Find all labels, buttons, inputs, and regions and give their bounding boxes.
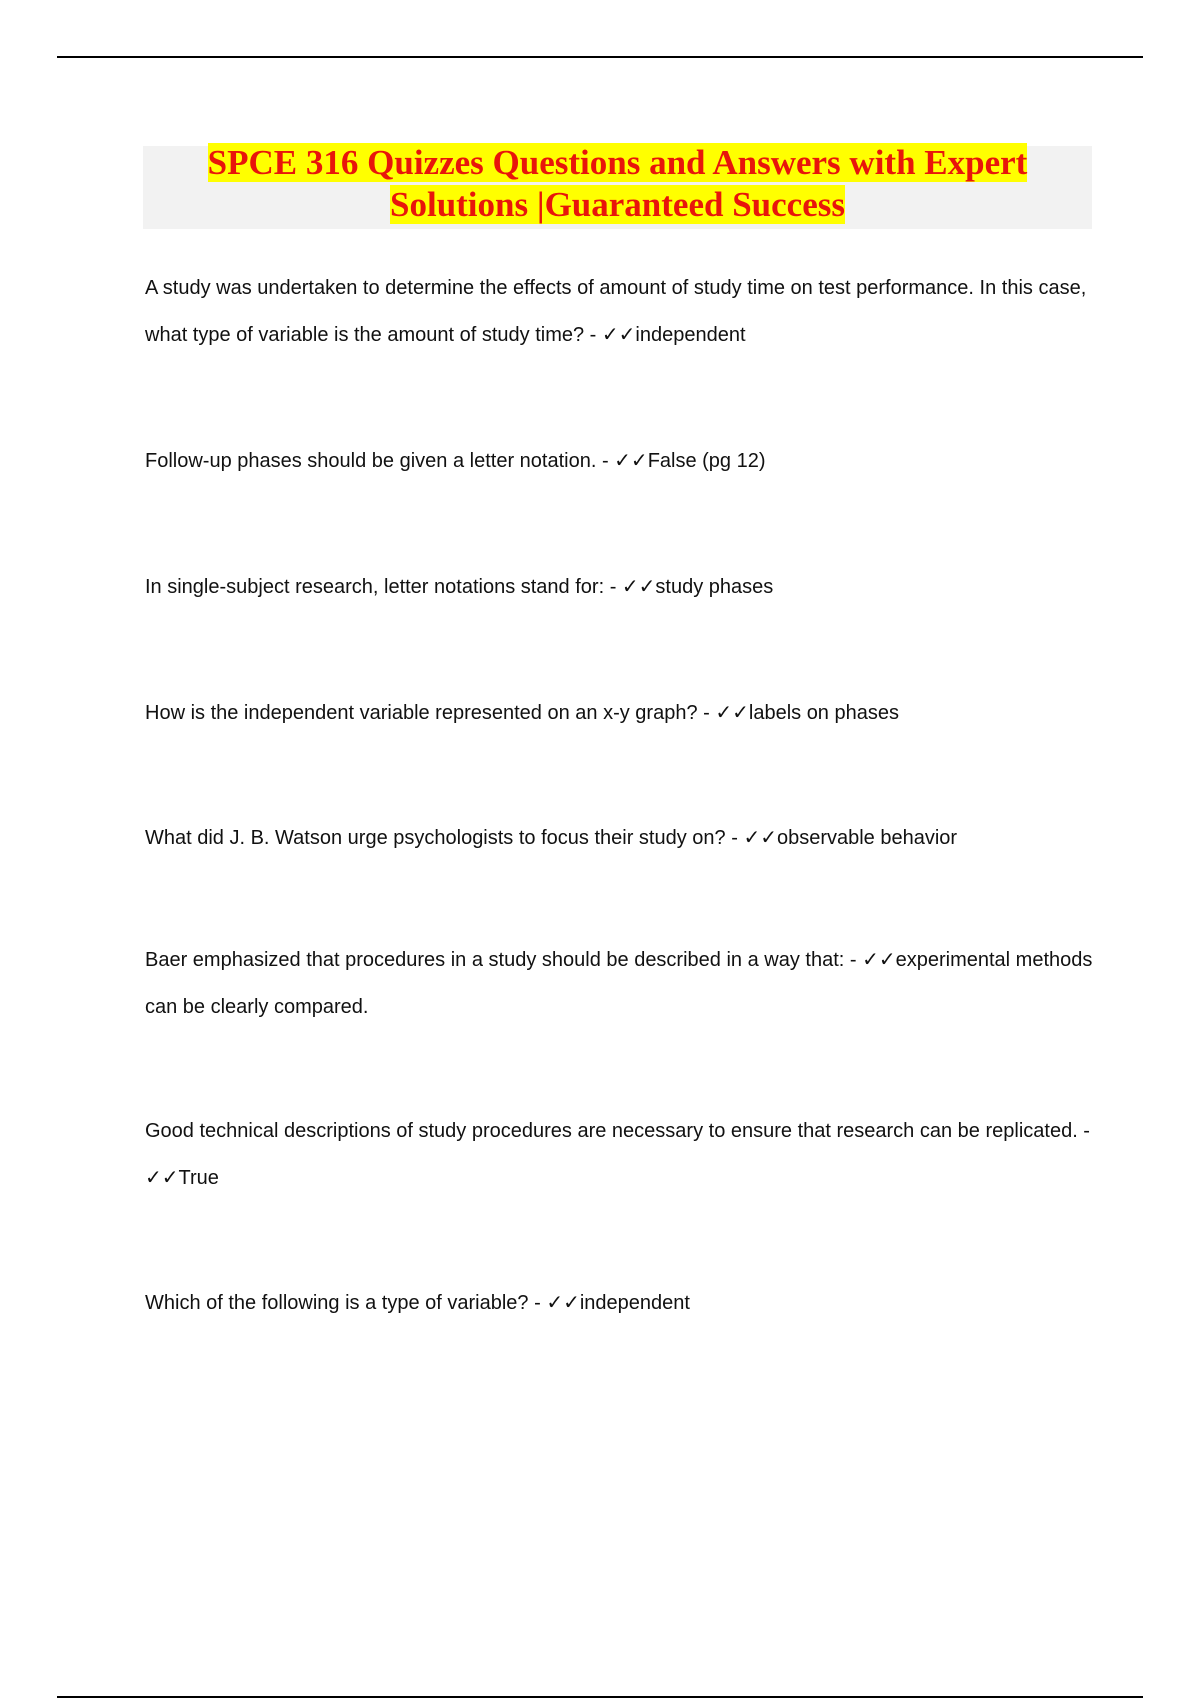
double-check-icon: ✓✓ <box>621 576 656 598</box>
qa-item-6 <box>145 937 1095 1031</box>
answer-text: labels on phases <box>748 702 899 724</box>
double-check-icon: ✓✓ <box>546 1292 580 1314</box>
answer-text: independent <box>635 324 746 346</box>
question-text: Which of the following is a type of variable? - <box>145 1292 547 1314</box>
question-text: Good technical descriptions of study procedures are necessary to ensure that research can be replicated. - <box>145 1120 1090 1142</box>
qa-item-1 <box>145 265 1095 359</box>
question-text: How is the independent variable represented on an x-y graph? - <box>145 702 716 724</box>
question-text: In single-subject research, letter notations stand for: - <box>145 576 622 598</box>
qa-item-4 <box>145 690 1095 737</box>
qa-item-7 <box>145 1108 1095 1202</box>
answer-text: experimental methods can be clearly compared. <box>145 949 1093 1018</box>
question-text: Baer emphasized that procedures in a study should be described in a way that: - <box>145 949 863 971</box>
double-check-icon: ✓✓ <box>862 949 896 971</box>
answer-text: False (pg 12) <box>647 450 766 472</box>
double-check-icon: ✓✓ <box>743 827 777 849</box>
answer-text: observable behavior <box>776 827 958 849</box>
qa-item-3 <box>145 564 1095 611</box>
bottom-rule <box>57 1696 1143 1698</box>
double-check-icon: ✓✓ <box>145 1167 179 1189</box>
answer-text: study phases <box>655 576 774 598</box>
qa-item-5 <box>145 815 1095 862</box>
qa-item-2 <box>145 438 1095 485</box>
document-title <box>143 142 1092 226</box>
double-check-icon: ✓✓ <box>614 450 648 472</box>
document-title-text: SPCE 316 Quizzes Questions and Answers with Expert Solutions |Guaranteed Success <box>207 143 1028 224</box>
question-text: Follow-up phases should be given a letter notation. - <box>145 450 615 472</box>
answer-text: independent <box>579 1292 690 1314</box>
answer-text: True <box>178 1167 219 1189</box>
qa-item-8 <box>145 1280 1095 1327</box>
top-rule <box>57 56 1143 58</box>
question-text: What did J. B. Watson urge psychologists to focus their study on? - <box>145 827 744 849</box>
question-text: A study was undertaken to determine the effects of amount of study time on test performance. In this case, what type of variable is the amount of study time? - <box>145 277 1087 346</box>
double-check-icon: ✓✓ <box>715 702 749 724</box>
double-check-icon: ✓✓ <box>601 324 636 346</box>
